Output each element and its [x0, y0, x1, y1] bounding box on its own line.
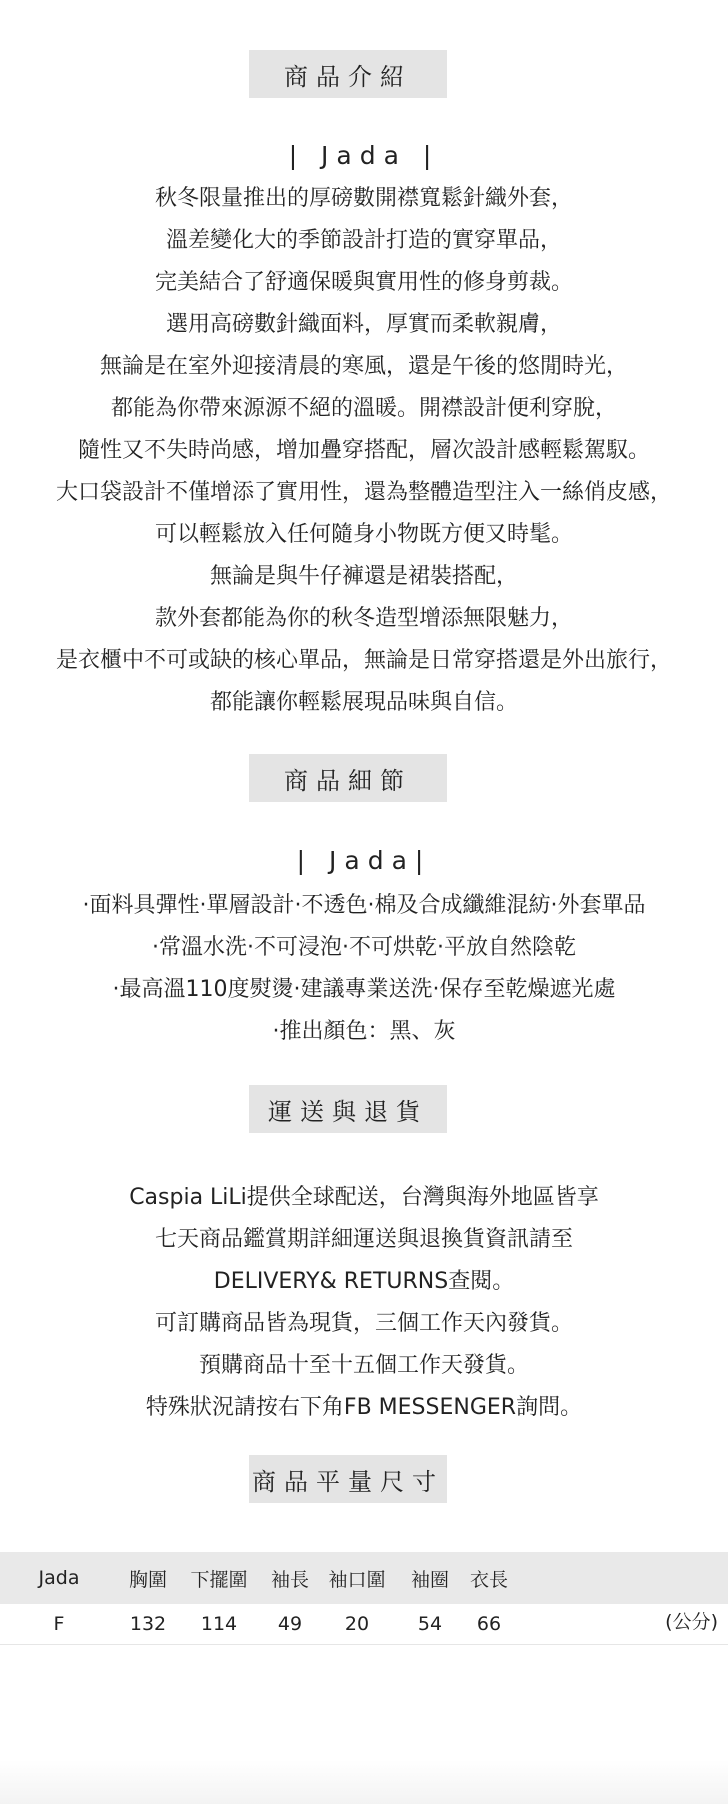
size-table-cell: F — [53, 1613, 65, 1635]
intro-line: 完美結合了舒適保暖與實用性的修身剪裁。 — [154, 270, 573, 295]
size-table-cell: 114 — [200, 1613, 238, 1635]
size-column-header: 下擺圍 — [190, 1568, 248, 1591]
size-table-header-row — [0, 1552, 728, 1604]
intro-brand-name: | Jada | — [288, 141, 440, 170]
intro-line: 隨性又不失時尚感，增加疊穿搭配，層次設計感輕鬆駕馭。 — [77, 438, 650, 463]
details-section-header: 商品細節 — [249, 754, 447, 802]
size-table-cell: 20 — [344, 1613, 370, 1635]
size-table — [0, 1552, 728, 1645]
details-brand-name: | Jada| — [296, 846, 432, 875]
intro-line: 溫差變化大的季節設計打造的實穿單品， — [165, 228, 562, 253]
size-column-header: 胸圍 — [128, 1568, 167, 1591]
intro-line: 無論是與牛仔褲還是裙裝搭配， — [209, 564, 518, 589]
size-column-header: 袖圈 — [410, 1568, 449, 1591]
details-list — [0, 885, 728, 1053]
intro-line: 都能為你帶來源源不絕的溫暖。開襟設計便利穿脫， — [110, 396, 617, 421]
size-column-header: 衣長 — [469, 1568, 508, 1591]
intro-section-header: 商品介紹 — [249, 50, 447, 98]
shipping-line: 特殊狀況請按右下角FB MESSENGER詢問。 — [145, 1395, 583, 1420]
size-table-cell: 49 — [277, 1613, 303, 1635]
size-table-cell: 66 — [476, 1613, 502, 1635]
intro-line: 款外套都能為你的秋冬造型增添無限魅力， — [154, 606, 573, 631]
details-line: ·常溫水洗·不可浸泡·不可烘乾·平放自然陰乾 — [152, 935, 576, 960]
size-table-cell: 132 — [129, 1613, 167, 1635]
shipping-section-header: 運送與退貨 — [249, 1085, 447, 1133]
details-line: ·推出顏色：黑、灰 — [272, 1019, 456, 1044]
details-line: ·最高溫110度熨燙·建議專業送洗·保存至乾燥遮光處 — [112, 977, 616, 1002]
intro-line: 選用高磅數針織面料，厚實而柔軟親膚， — [165, 312, 562, 337]
intro-line: 都能讓你輕鬆展現品味與自信。 — [209, 690, 518, 715]
size-column-header: 袖口圍 — [328, 1568, 386, 1591]
size-table-row — [0, 1604, 728, 1645]
shipping-info — [0, 1177, 728, 1429]
shipping-line: 七天商品鑑賞期詳細運送與退換貨資訊請至 — [154, 1227, 573, 1252]
shipping-line: 可訂購商品皆為現貨，三個工作天內發貨。 — [154, 1311, 573, 1336]
intro-line: 可以輕鬆放入任何隨身小物既方便又時髦。 — [154, 522, 573, 547]
page-bottom-divider — [0, 1760, 728, 1804]
intro-line: 大口袋設計不僅增添了實用性，還為整體造型注入一絲俏皮感， — [55, 480, 672, 505]
shipping-line: Caspia LiLi提供全球配送，台灣與海外地區皆享 — [129, 1185, 599, 1210]
intro-line: 秋冬限量推出的厚磅數開襟寬鬆針織外套， — [154, 186, 573, 211]
shipping-line: DELIVERY& RETURNS查閱。 — [213, 1269, 515, 1294]
size-section-header: 商品平量尺寸 — [249, 1455, 447, 1503]
size-table-cell: 54 — [417, 1613, 443, 1635]
size-column-header: 袖長 — [270, 1568, 309, 1591]
intro-line: 是衣櫃中不可或缺的核心單品，無論是日常穿搭還是外出旅行， — [55, 648, 672, 673]
shipping-line: 預購商品十至十五個工作天發貨。 — [198, 1353, 529, 1378]
size-column-header: Jada — [38, 1567, 80, 1589]
size-unit-label: (公分) — [665, 1610, 718, 1633]
details-line: ·面料具彈性·單層設計·不透色·棉及合成纖維混紡·外套單品 — [82, 893, 646, 918]
intro-description — [0, 178, 728, 724]
intro-line: 無論是在室外迎接清晨的寒風，還是午後的悠閒時光， — [99, 354, 628, 379]
